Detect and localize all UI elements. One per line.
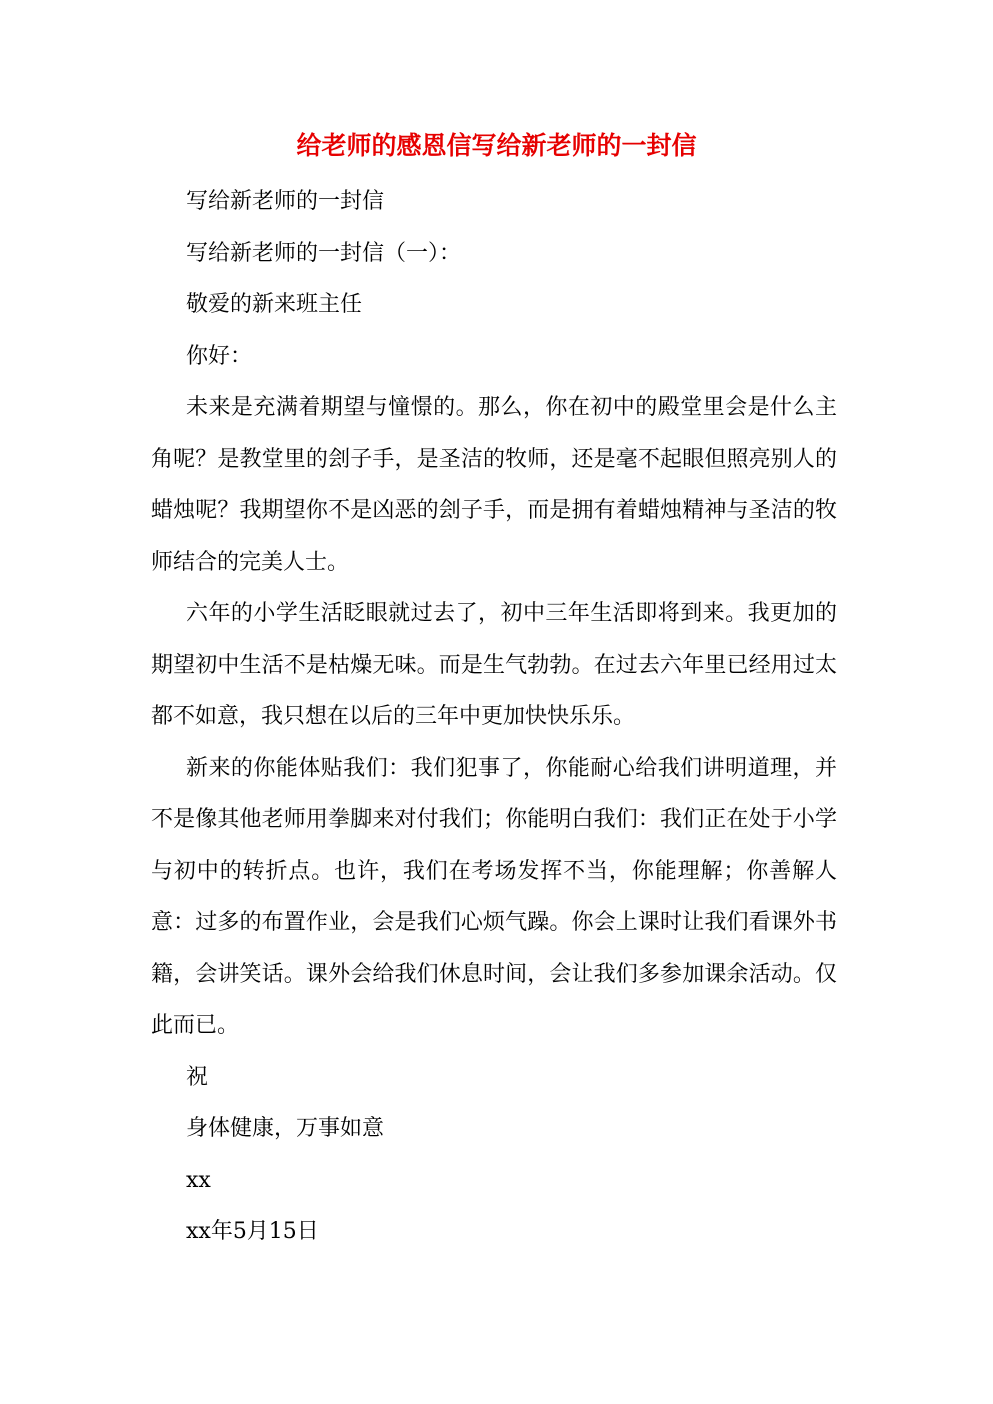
paragraph-3: 新来的你能体贴我们：我们犯事了，你能耐心给我们讲明道理，并不是像其他老师用拳脚来对付我们；你能明白我们：我们正在处于小学与初中的转折点。也许，我们在考场发挥不当，你能理解；你善解人意：过多的布置作业，会是我们心烦气躁。你会上课时让我们看课外书籍，会讲笑话。课外会给我们休息时间，会让我们多参加课余活动。仅此而已。 — [151, 755, 837, 1038]
salutation: 敬爱的新来班主任 — [186, 292, 363, 317]
document-title: 给老师的感恩信写给新老师的一封信 — [296, 131, 697, 160]
letter-body — [151, 176, 837, 1258]
closing-blessing: 身体健康，万事如意 — [186, 1116, 385, 1141]
signature: xx — [186, 1167, 211, 1193]
subtitle-line: 写给新老师的一封信 — [186, 189, 385, 214]
paragraph-2: 六年的小学生活眨眼就过去了，初中三年生活即将到来。我更加的期望初中生活不是枯燥无味。而是生气勃勃。在过去六年里已经用过太都不如意，我只想在以后的三年中更加快快乐乐。 — [151, 601, 837, 729]
closing-wish: 祝 — [186, 1064, 209, 1090]
section-heading: 写给新老师的一封信（一）： — [186, 240, 462, 266]
date: xx年5月15日 — [186, 1219, 319, 1244]
greeting: 你好： — [186, 343, 253, 369]
paragraph-1: 未来是充满着期望与憧憬的。那么，你在初中的殿堂里会是什么主角呢？是教堂里的刽子手，是圣洁的牧师，还是毫不起眼但照亮别人的蜡烛呢？我期望你不是凶恶的刽子手，而是拥有着蜡烛精神与圣洁的牧师结合的完美人士。 — [151, 395, 837, 575]
